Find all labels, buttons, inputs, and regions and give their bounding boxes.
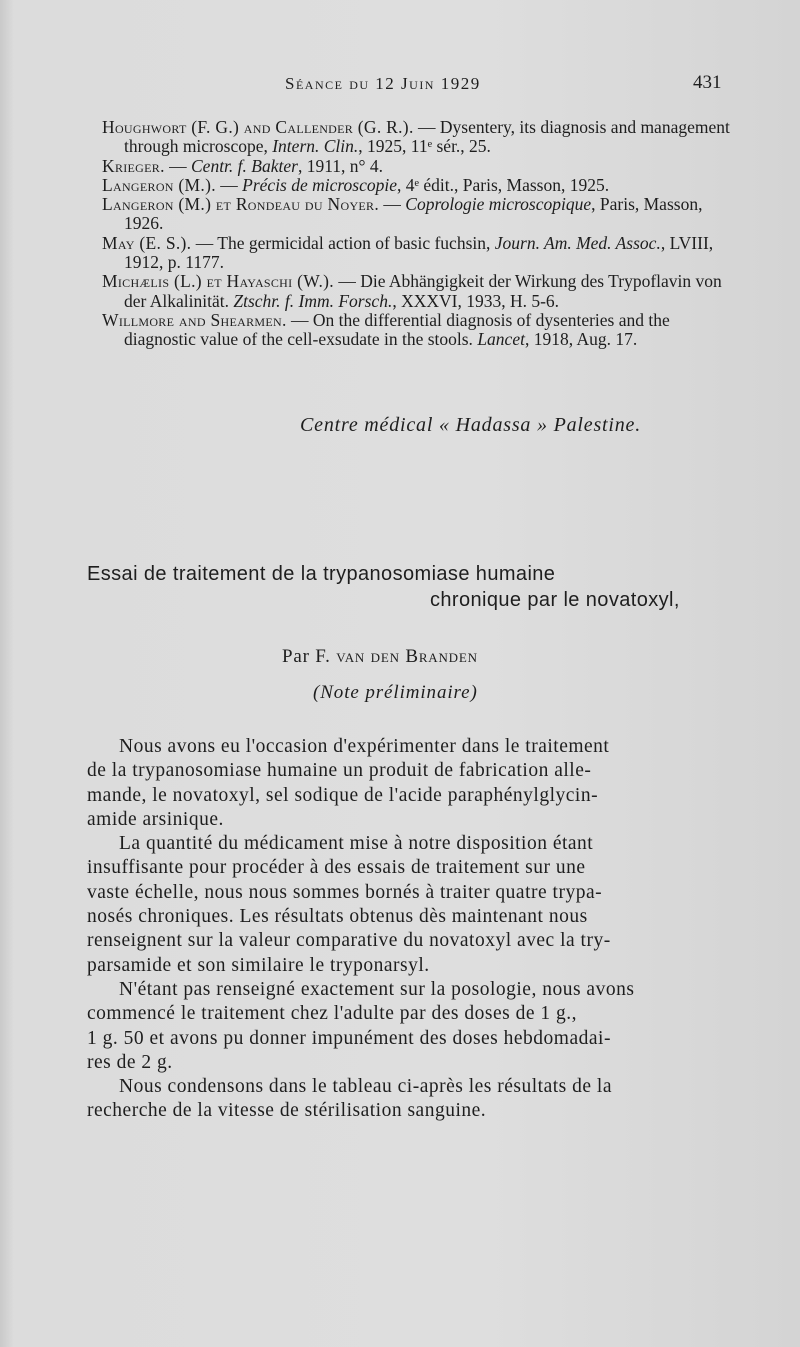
paragraph: [87, 735, 727, 832]
running-head: Séance du 12 Juin 1929: [285, 74, 481, 93]
reference-journal: Lancet: [477, 329, 525, 350]
reference-text: —: [164, 155, 191, 176]
signoff: Centre médical « Hadassa » Palestine.: [300, 414, 642, 436]
reference-authors: Houghwort (F. G.) and Callender (G. R.).: [102, 117, 414, 137]
paragraph: [87, 832, 727, 978]
paragraph-line: de la trypanosomiase humaine un produit de fabrication alle-: [87, 760, 592, 782]
reference-tail: , Paris, Masson, 1926.: [124, 194, 703, 234]
reference-authors: Willmore and Shearmen.: [102, 309, 287, 330]
reference-journal: Journ. Am. Med. Assoc.: [494, 232, 661, 253]
article-title-line-2: chronique par le novatoxyl,: [430, 589, 680, 611]
reference-journal: Ztschr. f. Imm. Forsch.: [233, 290, 393, 311]
reference-text: —: [379, 194, 406, 215]
paragraph-line: commencé le traitement chez l'adulte par des doses de 1 g.,: [87, 1003, 577, 1025]
page-number: 431: [693, 72, 722, 93]
reference-journal: Intern. Clin.: [272, 136, 359, 157]
reference-journal: Coprologie microscopique: [405, 194, 592, 215]
reference-text: — Dysentery, its diagnosis and management through microscope,: [124, 117, 730, 157]
paragraph: [87, 978, 727, 1075]
reference-tail: , 1925, 11ᵉ sér., 25.: [358, 136, 491, 157]
paragraph-line: Nous avons eu l'occasion d'expérimenter dans le traitement: [119, 736, 610, 757]
paragraph-line: mande, le novatoxyl, sel sodique de l'acide paraphénylglycin-: [87, 784, 599, 806]
byline: [282, 646, 478, 668]
reference-text: — Die Abhängigkeit der Wirkung des Trypoflavin von der Alkalinität.: [124, 271, 722, 311]
article-title-line-1: Essai de traitement de la trypanosomiase humaine: [87, 563, 556, 585]
article-body: [87, 735, 727, 1124]
byline-author: van den Branden: [336, 646, 478, 667]
paragraph-line: res de 2 g.: [87, 1051, 173, 1073]
reference-tail: , 1911, n° 4.: [297, 155, 384, 176]
reference-tail: , LVIII, 1912, p. 1177.: [124, 232, 714, 273]
paragraph-line: parsamide et son similaire le tryponarsyl.: [87, 954, 430, 976]
paragraph-line: renseignent sur la valeur comparative du novatoxyl avec la try-: [87, 930, 611, 952]
paragraph-line: nosés chroniques. Les résultats obtenus dès maintenant nous: [87, 906, 588, 928]
reference-journal: Précis de microscopie: [242, 174, 398, 195]
reference-entry: [102, 195, 732, 234]
preliminary-note: (Note préliminaire): [313, 682, 478, 703]
reference-text: — The germicidal action of basic fuchsin,: [191, 232, 495, 253]
reference-tail: , 1918, Aug. 17.: [524, 329, 638, 350]
paragraph-line: amide arsinique.: [87, 808, 224, 830]
reference-entry: [102, 176, 732, 195]
paragraph-line: N'étant pas renseigné exactement sur la posologie, nous avons: [119, 978, 635, 1000]
reference-authors: Langeron (M.).: [102, 174, 216, 195]
reference-entry: [102, 272, 732, 311]
paragraph-line: vaste échelle, nous nous sommes bornés à traiter quatre trypa-: [87, 881, 603, 903]
reference-text: —: [215, 174, 243, 195]
byline-prefix: Par F.: [282, 646, 337, 667]
reference-authors: Langeron (M.) et Rondeau du Noyer.: [102, 194, 380, 215]
reference-text: — On the differential diagnosis of dysenteries and the diagnostic value of the cell-exsudate in the stools.: [124, 309, 670, 350]
paragraph-line: insuffisante pour procéder à des essais de traitement sur une: [87, 857, 586, 879]
reference-tail: , 4ᵉ édit., Paris, Masson, 1925.: [397, 174, 610, 195]
paragraph-line: Nous condensons dans le tableau ci-après les résultats de la: [119, 1076, 612, 1098]
reference-tail: , XXXVI, 1933, H. 5-6.: [392, 290, 560, 311]
paragraph: [87, 1075, 727, 1124]
reference-authors: Krieger.: [102, 155, 165, 176]
reference-entry: [102, 118, 732, 157]
reference-list: [102, 118, 732, 350]
paragraph-line: 1 g. 50 et avons pu donner impunément des doses hebdomadai-: [87, 1027, 611, 1049]
reference-authors: May (E. S.).: [102, 232, 192, 253]
reference-journal: Centr. f. Bakter: [191, 155, 298, 176]
reference-entry: [102, 311, 732, 350]
paragraph-line: recherche de la vitesse de stérilisation sanguine.: [87, 1100, 487, 1122]
reference-entry: [102, 234, 732, 273]
reference-entry: [102, 157, 732, 176]
paragraph-line: La quantité du médicament mise à notre disposition étant: [119, 833, 594, 855]
reference-authors: Michælis (L.) et Hayaschi (W.).: [102, 271, 334, 292]
